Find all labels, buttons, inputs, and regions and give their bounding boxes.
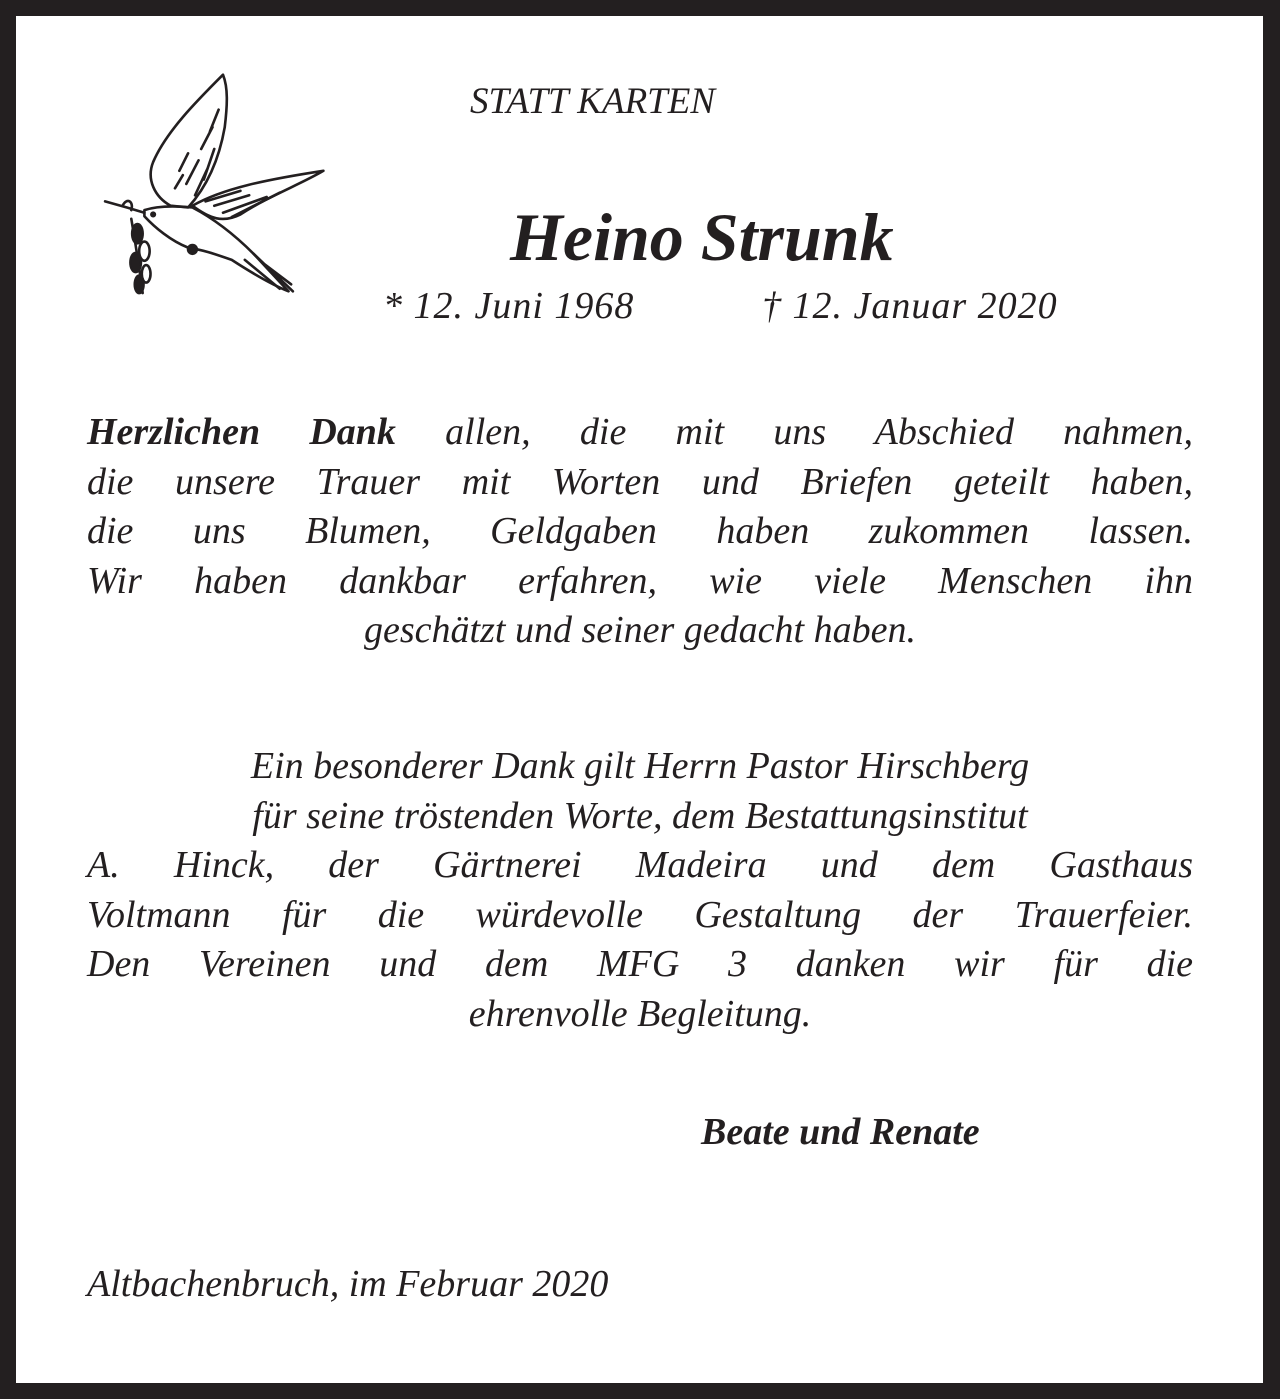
header-statt-karten: STATT KARTEN [470,81,716,122]
thanks-paragraph [87,408,1193,656]
lead-bold-text: Herzlichen Dank [87,411,396,453]
dove-with-olive-branch-icon [92,66,354,328]
paragraph-line: für seine tröstenden Worte, dem Bestattungsinstitut [252,794,1028,837]
line-text: allen, die mit uns Abschied nahmen, [395,411,1193,453]
paragraph-line: Den Vereinen und dem MFG 3 danken wir für die [87,943,1193,985]
paragraph-line: A. Hinck, der Gärtnerei Madeira und dem Gasthaus [87,844,1193,886]
paragraph-line [87,408,1193,458]
death-date: † 12. Januar 2020 [762,285,1058,327]
place-and-date: Altbachenbruch, im Februar 2020 [87,1263,609,1305]
paragraph-line: Ein besonderer Dank gilt Herrn Pastor Hirschberg [250,745,1030,787]
birth-date: * 12. Juni 1968 [383,285,635,327]
paragraph-line: geschätzt und seiner gedacht haben. [364,609,916,651]
special-thanks-paragraph [87,742,1193,1039]
paragraph-line: die uns Blumen, Geldgaben haben zukommen lassen. [87,510,1193,552]
paragraph-line: die unsere Trauer mit Worten und Briefen geteilt haben, [87,460,1193,503]
signature: Beate und Renate [701,1111,980,1153]
paragraph-line: Wir haben dankbar erfahren, wie viele Menschen ihn [87,559,1193,602]
deceased-name: Heino Strunk [510,199,894,275]
paragraph-line: ehrenvolle Begleitung. [468,992,812,1035]
paragraph-line: Voltmann für die würdevolle Gestaltung der Trauerfeier. [87,893,1193,936]
